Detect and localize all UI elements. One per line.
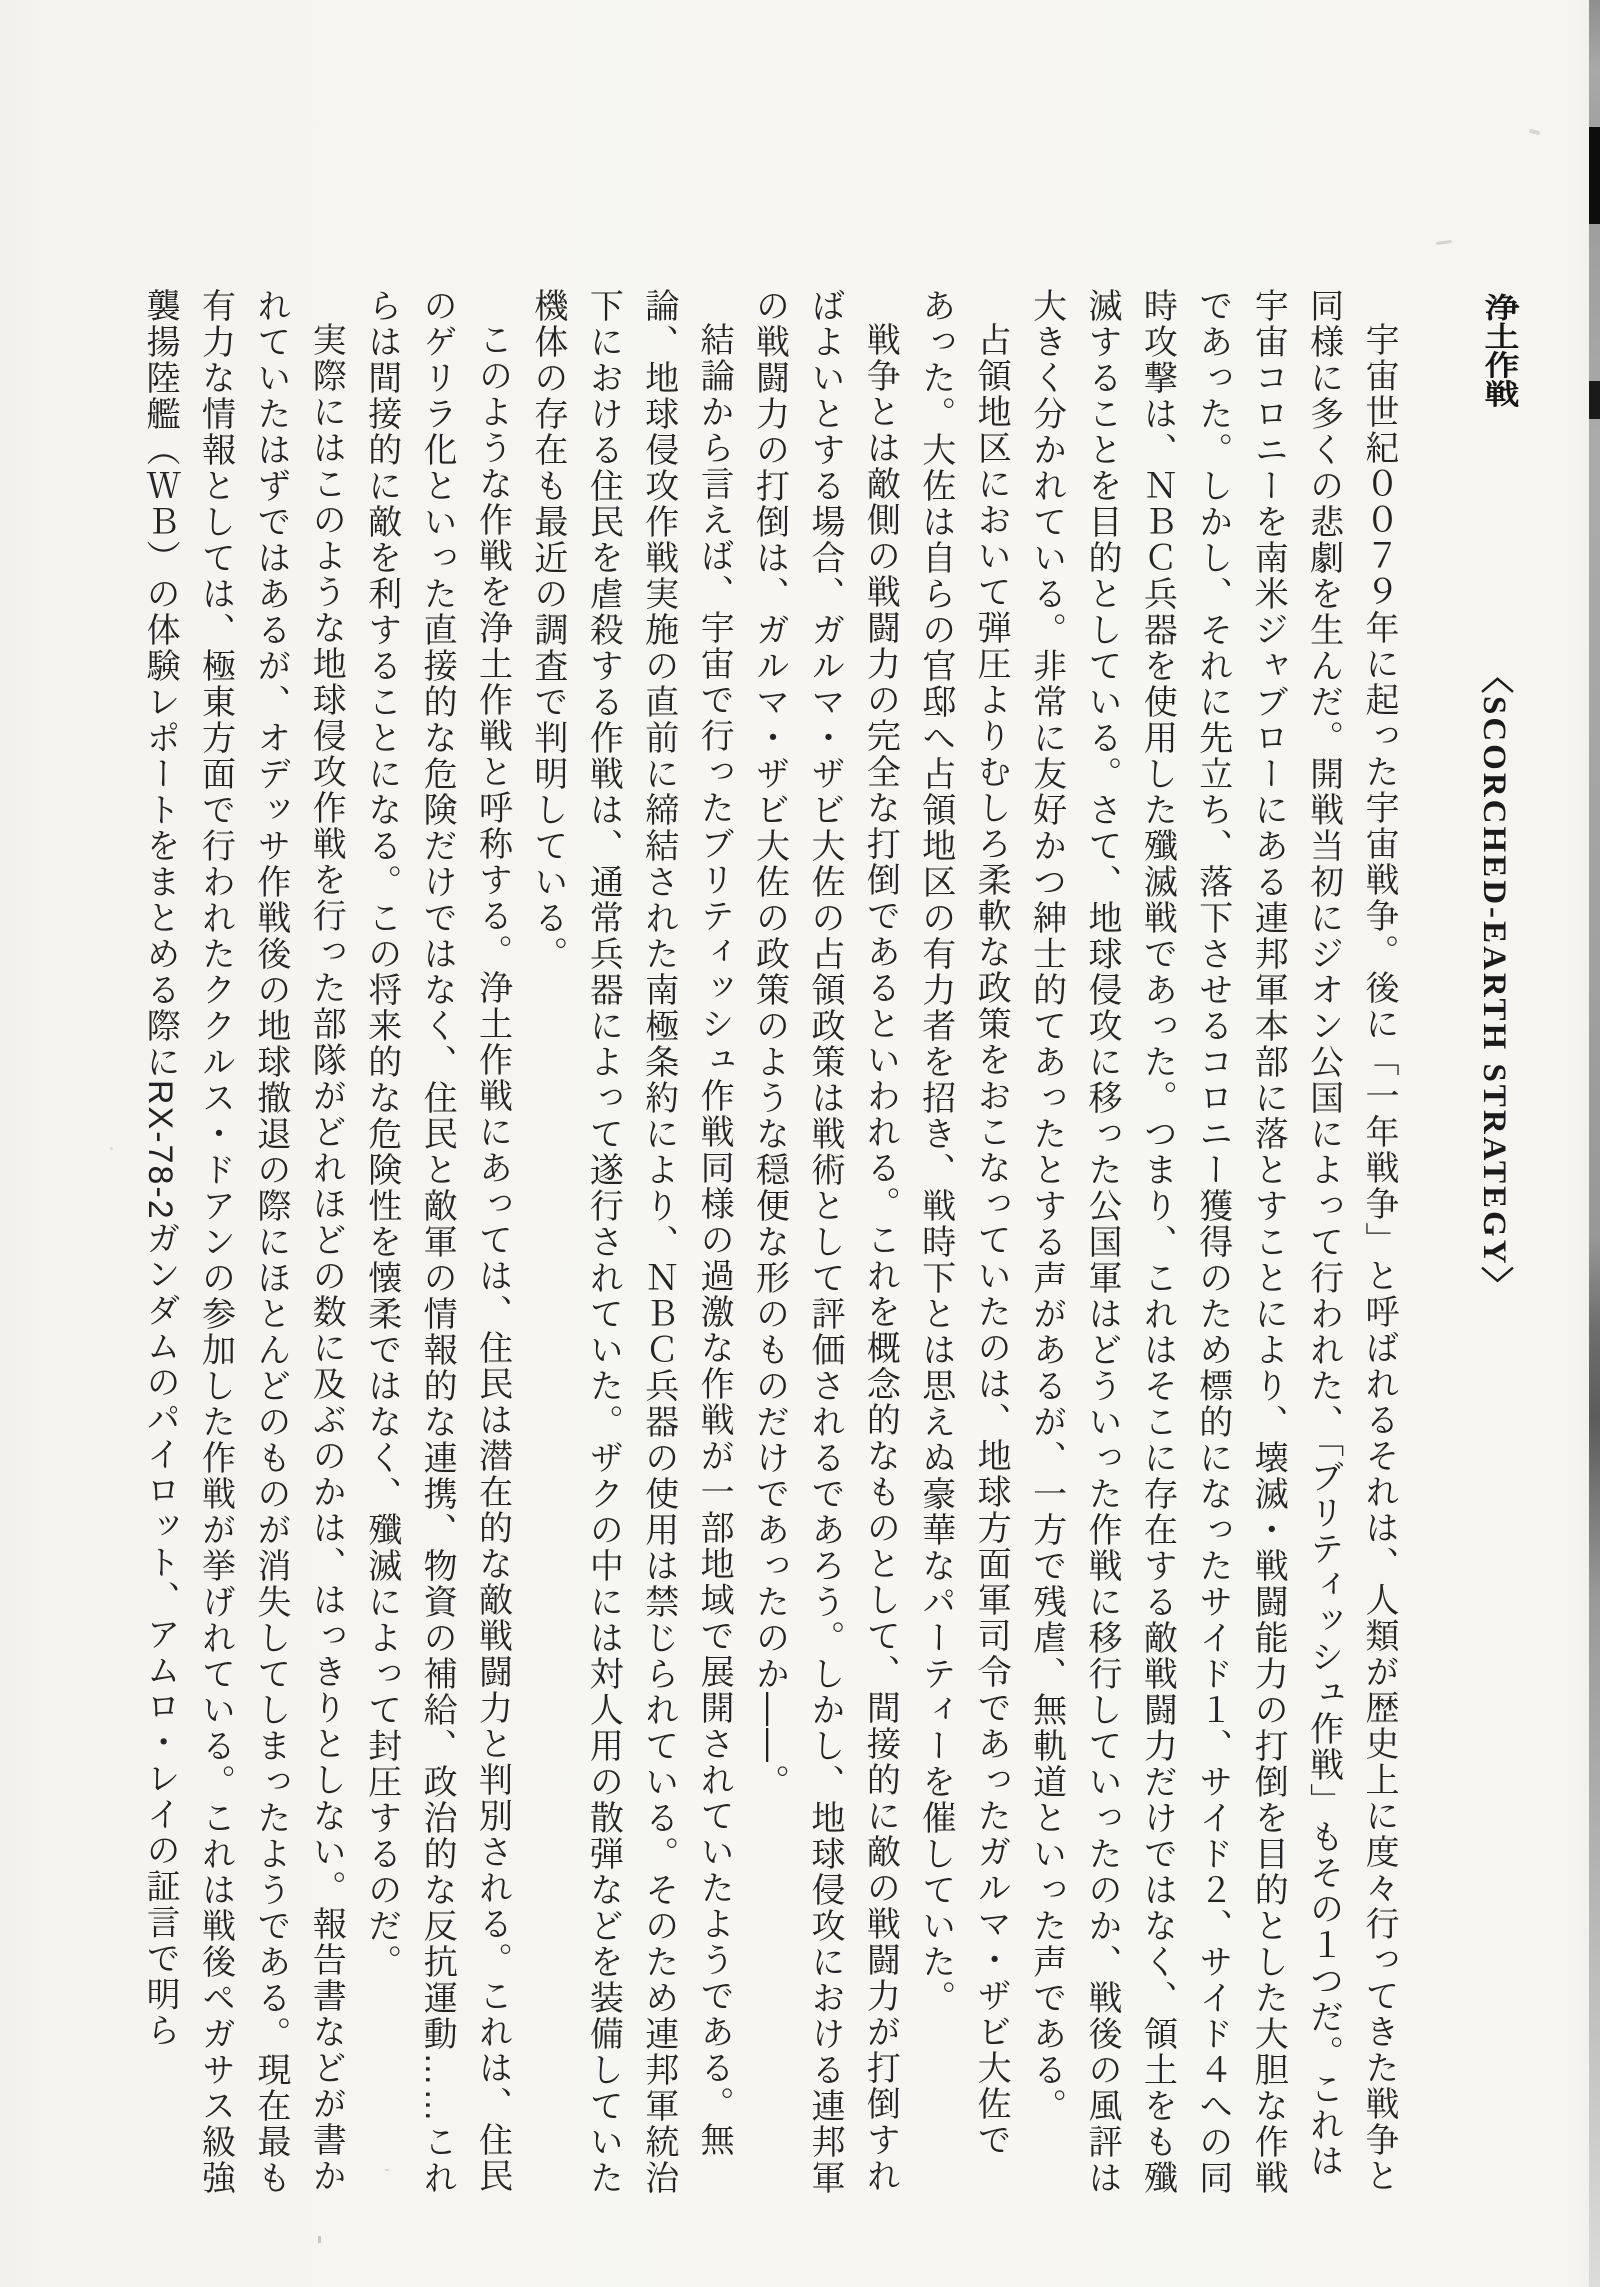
paragraph: このような作戦を浄土作戦と呼称する。浄土作戦にあっては、住民は潜在的な敵戦闘力と判別される。これは、住民のゲリラ化といった直接的な危険だけではなく、住民と敵軍の情報的な連携、物資の補給、政治的な反抗運動……これらは間接的に敵を利することになる。この将来的な危険性を懐柔ではなく、殲滅によって封圧するのだ。 xyxy=(362,288,512,2196)
paragraph: 占領地区において弾圧よりむしろ柔軟な政策をおこなっていたのは、地球方面軍司令であったガルマ・ザビ大佐であった。大佐は自らの官邸へ占領地区の有力者を招き、戦時下とは思えぬ豪華なパーティーを催していた。 xyxy=(916,288,1011,2158)
scan-speck xyxy=(110,1147,113,1150)
article-subtitle-english: 〈SCORCHED-EARTH STRATEGY〉 xyxy=(1476,660,1512,1303)
paragraph: 戦争とは敵側の戦闘力の完全な打倒であるといわれる。これを概念的なものとして、間接的に敵の戦闘力が打倒すればよいとする場合、ガルマ・ザビ大佐の占領政策は戦術として評価されるであろう。しかし、地球侵攻における連邦軍の戦闘力の打倒は、ガルマ・ザビ大佐の政策のような穏便な形のものだけであったのか――。 xyxy=(750,288,900,2196)
scan-speck xyxy=(337,2133,340,2136)
paragraph: 宇宙世紀００７９年に起った宇宙戦争。後に「一年戦争」と呼ばれるそれは、人類が歴史上に度々行ってきた戦争と同様に多くの悲劇を生んだ。開戦当初にジオン公国によって行われた、「ブリティッシュ作戦」もその１つだ。これは宇宙コロニーを南米ジャブローにある連邦軍本部に落とすことにより、壊滅・戦闘能力の打倒を目的とした大胆な作戦であった。しかし、それに先立ち、落下させるコロニー獲得のため標的になったサイド１、サイド２、サイド４への同時攻撃は、ＮＢＣ兵器を使用した殲滅戦であった。つまり、これはそこに存在する敵戦闘力だけではなく、領土をも殲滅することを目的としている。さて、地球侵攻に移った公国軍はどういった作戦に移行していったのか、戦後の風評は大きく分かれている。非常に友好かつ紳士的てあったとする声があるが、一方で残虐、無軌道といった声である。 xyxy=(1027,288,1398,2196)
scan-edge-dark-segment xyxy=(1589,127,1600,224)
scan-speck xyxy=(385,2169,389,2171)
scan-speck xyxy=(1436,240,1452,245)
scan-page-edge-band xyxy=(1589,0,1600,2287)
article-title: 浄土作戦 xyxy=(1480,293,1519,409)
scan-edge-dark-segment xyxy=(1589,381,1600,419)
scan-speck xyxy=(318,2236,321,2243)
paragraph: 実際にはこのような地球侵攻作戦を行った部隊がどれほどの数に及ぶのかは、はっきりとしない。報告書などが書かれていたはずではあるが、オデッサ作戦後の地球撤退の際にほとんどのものが消失してしまったようである。現在最も有力な情報としては、極東方面で行われたククルス・ドアンの参加した作戦が挙げれている。これは戦後ペガサス級強襲揚陸艦（ＷＢ）の体験レポートをまとめる際にRX-78-2ガンダムのパイロット、アムロ・レイの証言で明ら xyxy=(141,288,346,2196)
article-body xyxy=(68,288,1406,2200)
scan-speck xyxy=(1529,129,1541,136)
paragraph: 結論から言えば、宇宙で行ったブリティッシュ作戦同様の過激な作戦が一部地域で展開されていたようである。無論、地球侵攻作戦実施の直前に締結された南極条約により、ＮＢＣ兵器の使用は禁じられている。そのため連邦軍統治下における住民を虐殺する作戦は、通常兵器によって遂行されていた。ザクの中には対人用の散弾などを装備していた機体の存在も最近の調査で判明している。 xyxy=(528,288,734,2196)
